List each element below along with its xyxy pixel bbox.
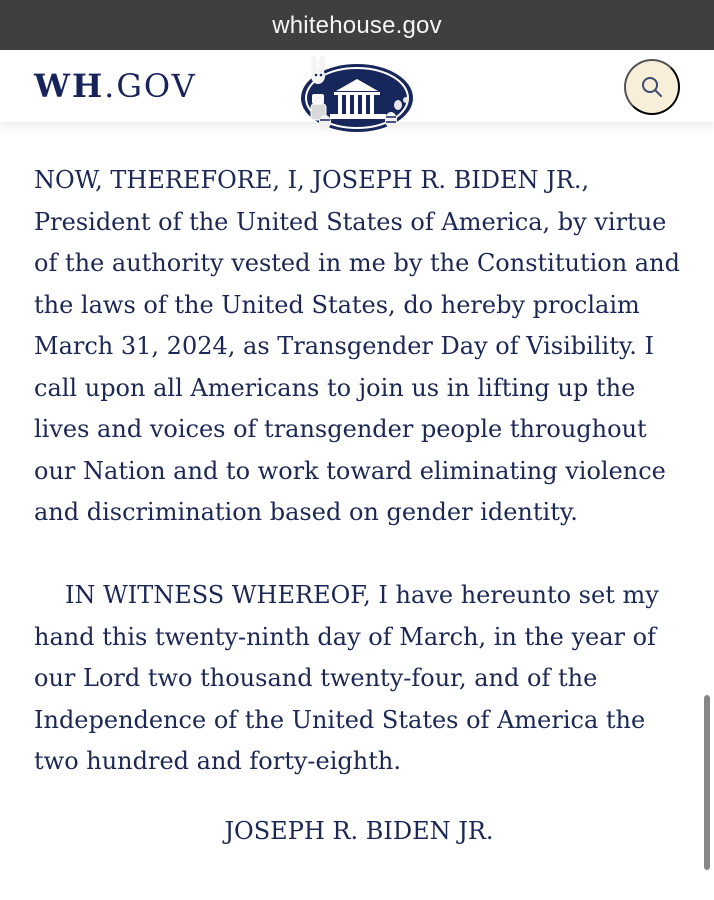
- paragraph-line: and discrimination based on gender identity.: [34, 498, 578, 526]
- search-button[interactable]: [624, 59, 680, 115]
- logo-domain-text: .GOV: [104, 67, 197, 105]
- proclamation-content: [34, 160, 684, 853]
- paragraph-line: IN WITNESS WHEREOF, I have hereunto set my: [65, 581, 659, 609]
- paragraph-line: hand this twenty-ninth day of March, in the year of: [34, 622, 656, 651]
- vertical-scrollbar-thumb[interactable]: [704, 695, 710, 870]
- paragraph-line: lives and voices of transgender people throughout: [34, 415, 647, 443]
- paragraph-line: our Nation and to work toward eliminating violence: [34, 456, 666, 485]
- search-icon: [640, 75, 664, 99]
- paragraph-line: two hundred and forty-eighth.: [34, 747, 401, 775]
- paragraph-line: Independence of the United States of America the: [34, 705, 646, 734]
- proclamation-paragraph-2: [34, 575, 684, 783]
- signature: JOSEPH R. BIDEN JR.: [224, 817, 494, 845]
- wh-gov-logo[interactable]: [34, 67, 197, 105]
- paragraph-line: President of the United States of America, by virtue: [34, 207, 667, 236]
- paragraph-line: call upon all Americans to join us in lifting up the: [34, 373, 636, 402]
- browser-url-bar[interactable]: [0, 0, 714, 50]
- proclamation-paragraph-1: [34, 160, 684, 534]
- seal-graphic: [294, 56, 420, 136]
- site-header: [0, 50, 714, 122]
- paragraph-line: our Lord two thousand twenty-four, and of the: [34, 664, 598, 692]
- url-text[interactable]: whitehouse.gov: [272, 12, 442, 39]
- paragraph-line: the laws of the United States, do hereby proclaim: [34, 290, 640, 319]
- paragraph-line: March 31, 2024, as Transgender Day of Visibility. I: [34, 332, 654, 360]
- easter-white-house-seal-icon[interactable]: [294, 56, 420, 136]
- paragraph-line: NOW, THEREFORE, I, JOSEPH R. BIDEN JR.,: [34, 166, 590, 194]
- logo-bold-text: WH: [34, 67, 105, 105]
- paragraph-line: of the authority vested in me by the Constitution and: [34, 249, 680, 277]
